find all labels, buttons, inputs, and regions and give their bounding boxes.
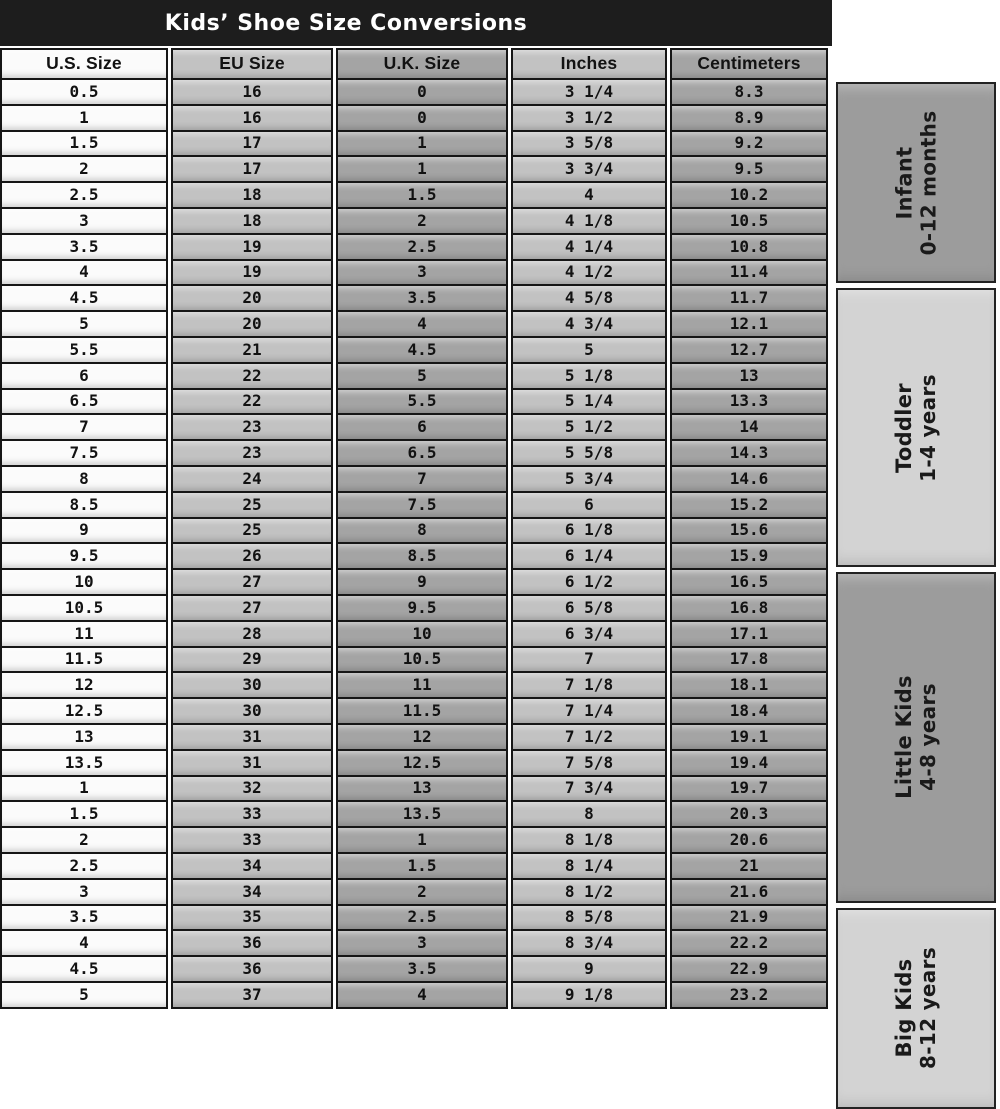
column-header-eu-size: EU Size <box>171 48 333 80</box>
cell-inches: 5 1/2 <box>511 415 667 441</box>
cell-inches: 7 3/4 <box>511 777 667 803</box>
table-row <box>0 570 828 596</box>
table-row <box>0 544 828 570</box>
cell-eu-size: 31 <box>171 751 333 777</box>
cell-eu-size: 30 <box>171 673 333 699</box>
table-row <box>0 596 828 622</box>
cell-inches: 4 1/2 <box>511 261 667 287</box>
cell-u-k-size: 5.5 <box>336 390 508 416</box>
cell-eu-size: 19 <box>171 261 333 287</box>
cell-inches: 4 5/8 <box>511 286 667 312</box>
table-row <box>0 957 828 983</box>
cell-u-k-size: 7.5 <box>336 493 508 519</box>
column-header-u-s-size: U.S. Size <box>0 48 168 80</box>
age-group-range: 4-8 years <box>916 683 940 792</box>
cell-eu-size: 25 <box>171 519 333 545</box>
cell-u-s-size: 3.5 <box>0 906 168 932</box>
age-group-name: Infant <box>892 146 916 220</box>
cell-u-k-size: 1.5 <box>336 854 508 880</box>
cell-centimeters: 19.7 <box>670 777 828 803</box>
table-row <box>0 673 828 699</box>
cell-eu-size: 34 <box>171 854 333 880</box>
cell-u-s-size: 2 <box>0 157 168 183</box>
cell-centimeters: 23.2 <box>670 983 828 1009</box>
cell-u-s-size: 1 <box>0 106 168 132</box>
cell-eu-size: 33 <box>171 802 333 828</box>
cell-centimeters: 16.5 <box>670 570 828 596</box>
cell-eu-size: 26 <box>171 544 333 570</box>
page-title: Kids’ Shoe Size Conversions <box>164 10 528 36</box>
table-row <box>0 312 828 338</box>
cell-u-s-size: 2 <box>0 828 168 854</box>
cell-u-s-size: 3.5 <box>0 235 168 261</box>
cell-inches: 7 1/2 <box>511 725 667 751</box>
table-row <box>0 622 828 648</box>
cell-eu-size: 36 <box>171 931 333 957</box>
table-row <box>0 906 828 932</box>
cell-u-k-size: 12.5 <box>336 751 508 777</box>
table-row <box>0 751 828 777</box>
cell-u-s-size: 2.5 <box>0 183 168 209</box>
cell-centimeters: 9.5 <box>670 157 828 183</box>
cell-u-k-size: 0 <box>336 106 508 132</box>
cell-inches: 6 1/8 <box>511 519 667 545</box>
cell-centimeters: 12.7 <box>670 338 828 364</box>
cell-eu-size: 23 <box>171 415 333 441</box>
cell-eu-size: 21 <box>171 338 333 364</box>
cell-centimeters: 10.8 <box>670 235 828 261</box>
age-group-sidebar <box>836 0 1000 1070</box>
table-row <box>0 209 828 235</box>
cell-u-k-size: 4 <box>336 312 508 338</box>
cell-u-k-size: 1 <box>336 132 508 158</box>
age-group-label <box>892 374 940 482</box>
cell-u-s-size: 9 <box>0 519 168 545</box>
cell-u-s-size: 2.5 <box>0 854 168 880</box>
cell-u-k-size: 2 <box>336 209 508 235</box>
age-group-infant <box>836 82 996 283</box>
table-row <box>0 415 828 441</box>
table-row <box>0 880 828 906</box>
cell-u-s-size: 13 <box>0 725 168 751</box>
cell-centimeters: 15.9 <box>670 544 828 570</box>
cell-u-s-size: 10.5 <box>0 596 168 622</box>
cell-u-s-size: 8 <box>0 467 168 493</box>
cell-inches: 3 1/2 <box>511 106 667 132</box>
cell-eu-size: 23 <box>171 441 333 467</box>
table-row <box>0 338 828 364</box>
cell-u-s-size: 1.5 <box>0 802 168 828</box>
age-group-label <box>892 110 940 255</box>
column-header-u-k-size: U.K. Size <box>336 48 508 80</box>
cell-eu-size: 34 <box>171 880 333 906</box>
cell-u-s-size: 10 <box>0 570 168 596</box>
cell-u-k-size: 2 <box>336 880 508 906</box>
cell-eu-size: 27 <box>171 570 333 596</box>
cell-eu-size: 31 <box>171 725 333 751</box>
cell-inches: 6 <box>511 493 667 519</box>
cell-eu-size: 22 <box>171 364 333 390</box>
cell-u-k-size: 13 <box>336 777 508 803</box>
cell-u-s-size: 12.5 <box>0 699 168 725</box>
cell-centimeters: 20.3 <box>670 802 828 828</box>
cell-inches: 4 <box>511 183 667 209</box>
cell-centimeters: 11.7 <box>670 286 828 312</box>
cell-centimeters: 22.2 <box>670 931 828 957</box>
cell-u-k-size: 4 <box>336 983 508 1009</box>
cell-eu-size: 35 <box>171 906 333 932</box>
cell-centimeters: 11.4 <box>670 261 828 287</box>
cell-eu-size: 17 <box>171 132 333 158</box>
cell-u-s-size: 5.5 <box>0 338 168 364</box>
cell-u-k-size: 0 <box>336 80 508 106</box>
cell-centimeters: 13.3 <box>670 390 828 416</box>
cell-centimeters: 10.2 <box>670 183 828 209</box>
table-row <box>0 983 828 1009</box>
table-row <box>0 106 828 132</box>
cell-u-s-size: 4.5 <box>0 957 168 983</box>
cell-eu-size: 25 <box>171 493 333 519</box>
cell-u-k-size: 6 <box>336 415 508 441</box>
cell-eu-size: 20 <box>171 312 333 338</box>
cell-inches: 8 3/4 <box>511 931 667 957</box>
cell-eu-size: 20 <box>171 286 333 312</box>
cell-u-s-size: 3 <box>0 880 168 906</box>
cell-u-k-size: 2.5 <box>336 235 508 261</box>
cell-u-k-size: 5 <box>336 364 508 390</box>
cell-u-s-size: 1 <box>0 777 168 803</box>
table-row <box>0 467 828 493</box>
table-row <box>0 725 828 751</box>
cell-inches: 9 <box>511 957 667 983</box>
cell-centimeters: 14.3 <box>670 441 828 467</box>
cell-u-k-size: 10 <box>336 622 508 648</box>
age-group-name: Big Kids <box>891 958 916 1058</box>
cell-inches: 7 1/8 <box>511 673 667 699</box>
age-group-label <box>892 947 940 1069</box>
cell-centimeters: 16.8 <box>670 596 828 622</box>
cell-u-k-size: 11.5 <box>336 699 508 725</box>
cell-inches: 7 5/8 <box>511 751 667 777</box>
cell-centimeters: 15.2 <box>670 493 828 519</box>
table-row <box>0 854 828 880</box>
cell-centimeters: 15.6 <box>670 519 828 545</box>
cell-centimeters: 17.1 <box>670 622 828 648</box>
cell-inches: 8 <box>511 802 667 828</box>
cell-centimeters: 20.6 <box>670 828 828 854</box>
cell-inches: 3 1/4 <box>511 80 667 106</box>
cell-inches: 8 1/2 <box>511 880 667 906</box>
table-row <box>0 364 828 390</box>
cell-centimeters: 13 <box>670 364 828 390</box>
table-row <box>0 699 828 725</box>
age-group-name: Toddler <box>891 382 916 473</box>
table-row <box>0 519 828 545</box>
age-group-name: Little Kids <box>892 675 916 800</box>
cell-u-k-size: 3 <box>336 261 508 287</box>
cell-u-k-size: 9 <box>336 570 508 596</box>
cell-u-k-size: 9.5 <box>336 596 508 622</box>
cell-eu-size: 33 <box>171 828 333 854</box>
cell-u-s-size: 6.5 <box>0 390 168 416</box>
table-row <box>0 80 828 106</box>
cell-centimeters: 14.6 <box>670 467 828 493</box>
cell-u-s-size: 0.5 <box>0 80 168 106</box>
table-row <box>0 235 828 261</box>
cell-eu-size: 17 <box>171 157 333 183</box>
cell-u-k-size: 3.5 <box>336 286 508 312</box>
cell-u-s-size: 7.5 <box>0 441 168 467</box>
age-group-little-kids <box>836 572 996 902</box>
cell-u-k-size: 1 <box>336 157 508 183</box>
cell-inches: 5 1/8 <box>511 364 667 390</box>
age-group-label <box>892 676 940 800</box>
cell-centimeters: 22.9 <box>670 957 828 983</box>
cell-centimeters: 12.1 <box>670 312 828 338</box>
cell-centimeters: 10.5 <box>670 209 828 235</box>
cell-inches: 8 5/8 <box>511 906 667 932</box>
table-row <box>0 132 828 158</box>
cell-eu-size: 16 <box>171 80 333 106</box>
cell-u-s-size: 6 <box>0 364 168 390</box>
cell-inches: 5 3/4 <box>511 467 667 493</box>
cell-eu-size: 19 <box>171 235 333 261</box>
cell-centimeters: 8.9 <box>670 106 828 132</box>
cell-centimeters: 9.2 <box>670 132 828 158</box>
cell-u-k-size: 1.5 <box>336 183 508 209</box>
cell-u-s-size: 11.5 <box>0 648 168 674</box>
age-group-toddler <box>836 288 996 567</box>
age-group-big-kids <box>836 908 996 1109</box>
table-row <box>0 183 828 209</box>
age-group-range: 0-12 months <box>916 110 940 256</box>
cell-eu-size: 36 <box>171 957 333 983</box>
cell-u-k-size: 1 <box>336 828 508 854</box>
cell-u-k-size: 3.5 <box>336 957 508 983</box>
cell-u-k-size: 11 <box>336 673 508 699</box>
cell-u-s-size: 4 <box>0 261 168 287</box>
cell-centimeters: 17.8 <box>670 648 828 674</box>
cell-u-k-size: 8 <box>336 519 508 545</box>
cell-centimeters: 18.4 <box>670 699 828 725</box>
table-row <box>0 390 828 416</box>
cell-u-k-size: 8.5 <box>336 544 508 570</box>
cell-u-k-size: 13.5 <box>336 802 508 828</box>
cell-eu-size: 27 <box>171 596 333 622</box>
cell-inches: 4 1/4 <box>511 235 667 261</box>
table-row <box>0 931 828 957</box>
cell-centimeters: 18.1 <box>670 673 828 699</box>
cell-eu-size: 18 <box>171 209 333 235</box>
cell-eu-size: 29 <box>171 648 333 674</box>
table-row <box>0 828 828 854</box>
cell-inches: 3 3/4 <box>511 157 667 183</box>
table-row <box>0 261 828 287</box>
cell-inches: 5 <box>511 338 667 364</box>
column-header-inches: Inches <box>511 48 667 80</box>
cell-eu-size: 28 <box>171 622 333 648</box>
table-header-row <box>0 48 828 80</box>
cell-centimeters: 21 <box>670 854 828 880</box>
cell-u-s-size: 9.5 <box>0 544 168 570</box>
cell-inches: 8 1/4 <box>511 854 667 880</box>
cell-centimeters: 19.1 <box>670 725 828 751</box>
cell-eu-size: 24 <box>171 467 333 493</box>
cell-u-s-size: 8.5 <box>0 493 168 519</box>
cell-u-s-size: 7 <box>0 415 168 441</box>
cell-u-k-size: 2.5 <box>336 906 508 932</box>
cell-inches: 5 1/4 <box>511 390 667 416</box>
cell-inches: 7 1/4 <box>511 699 667 725</box>
cell-centimeters: 21.9 <box>670 906 828 932</box>
cell-centimeters: 14 <box>670 415 828 441</box>
table-row <box>0 648 828 674</box>
age-group-range: 1-4 years <box>915 373 940 482</box>
age-group-range: 8-12 years <box>915 947 940 1070</box>
cell-eu-size: 30 <box>171 699 333 725</box>
cell-u-s-size: 12 <box>0 673 168 699</box>
cell-eu-size: 18 <box>171 183 333 209</box>
cell-inches: 4 1/8 <box>511 209 667 235</box>
column-header-centimeters: Centimeters <box>670 48 828 80</box>
cell-centimeters: 8.3 <box>670 80 828 106</box>
cell-centimeters: 21.6 <box>670 880 828 906</box>
cell-u-k-size: 4.5 <box>336 338 508 364</box>
cell-inches: 6 5/8 <box>511 596 667 622</box>
cell-eu-size: 22 <box>171 390 333 416</box>
cell-inches: 6 3/4 <box>511 622 667 648</box>
cell-u-s-size: 1.5 <box>0 132 168 158</box>
cell-inches: 5 5/8 <box>511 441 667 467</box>
cell-eu-size: 37 <box>171 983 333 1009</box>
cell-u-s-size: 11 <box>0 622 168 648</box>
table-row <box>0 157 828 183</box>
cell-inches: 8 1/8 <box>511 828 667 854</box>
chart-title-bar <box>0 0 832 46</box>
cell-u-k-size: 7 <box>336 467 508 493</box>
table-row <box>0 493 828 519</box>
cell-u-s-size: 3 <box>0 209 168 235</box>
cell-u-s-size: 5 <box>0 983 168 1009</box>
cell-u-s-size: 4 <box>0 931 168 957</box>
cell-centimeters: 19.4 <box>670 751 828 777</box>
table-row <box>0 286 828 312</box>
table-body <box>0 80 828 1009</box>
cell-u-k-size: 6.5 <box>336 441 508 467</box>
cell-inches: 7 <box>511 648 667 674</box>
cell-inches: 6 1/4 <box>511 544 667 570</box>
cell-eu-size: 16 <box>171 106 333 132</box>
cell-u-k-size: 3 <box>336 931 508 957</box>
cell-u-s-size: 13.5 <box>0 751 168 777</box>
cell-inches: 4 3/4 <box>511 312 667 338</box>
cell-u-s-size: 4.5 <box>0 286 168 312</box>
table-row <box>0 441 828 467</box>
cell-eu-size: 32 <box>171 777 333 803</box>
cell-u-s-size: 5 <box>0 312 168 338</box>
cell-u-k-size: 12 <box>336 725 508 751</box>
table-row <box>0 802 828 828</box>
cell-inches: 6 1/2 <box>511 570 667 596</box>
table-row <box>0 777 828 803</box>
cell-u-k-size: 10.5 <box>336 648 508 674</box>
cell-inches: 3 5/8 <box>511 132 667 158</box>
cell-inches: 9 1/8 <box>511 983 667 1009</box>
